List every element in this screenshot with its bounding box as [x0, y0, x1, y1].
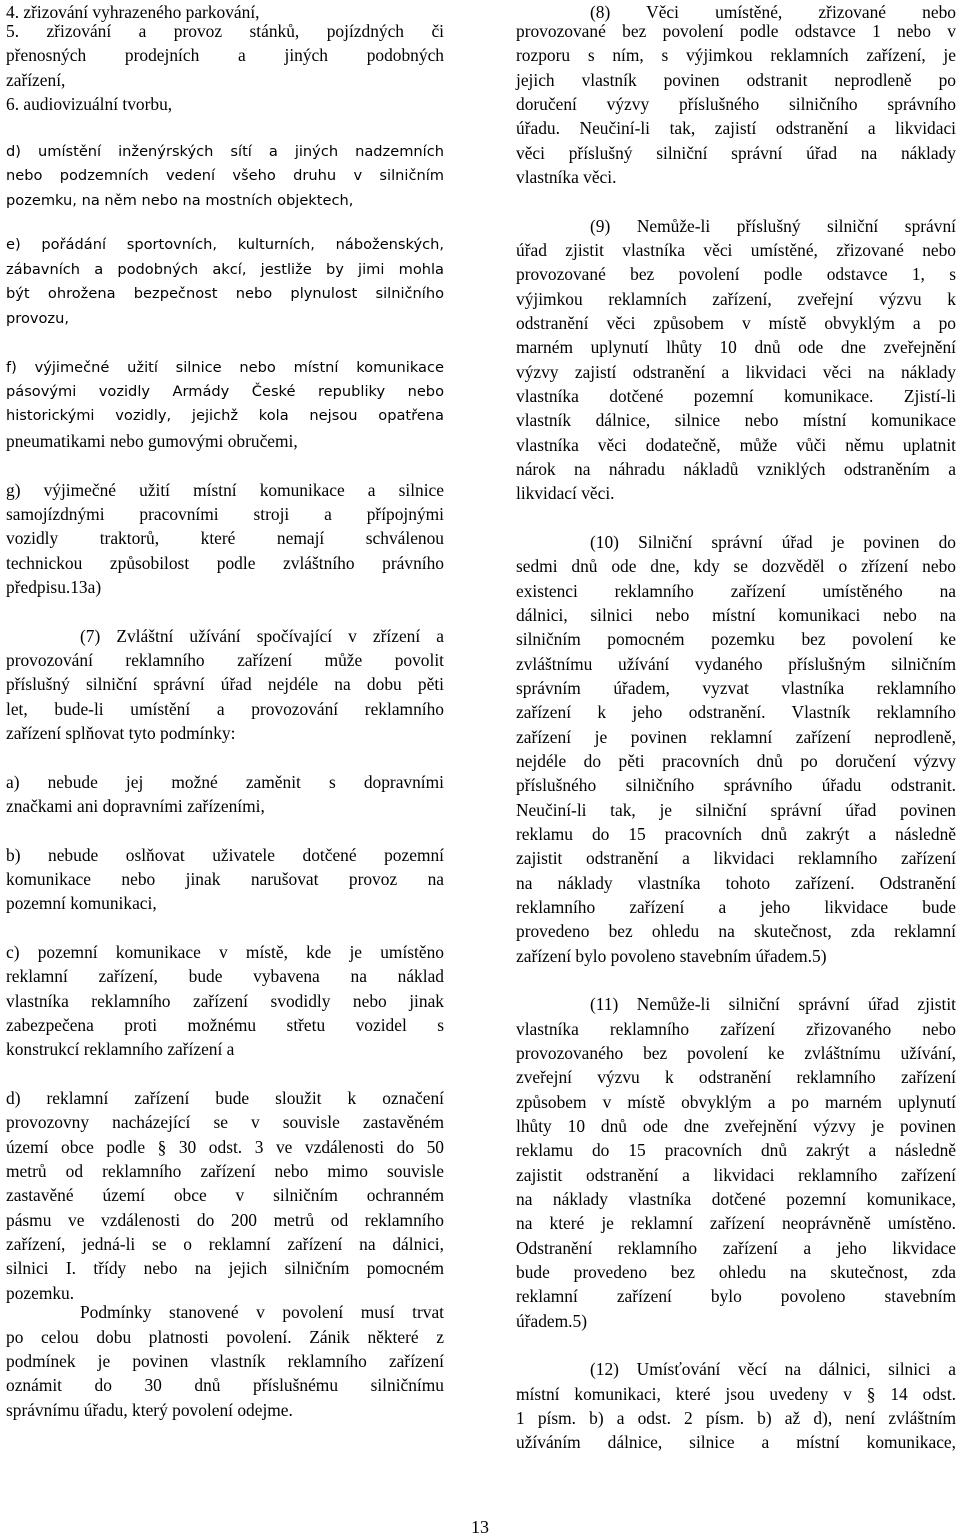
text-line: vlastníka reklamního zařízení zřizovaného nebo: [516, 1019, 956, 1039]
text-line: po celou dobu platnosti povolení. Zánik některé z: [6, 1327, 444, 1347]
text-line: g) výjimečné užití místní komunikace a silnice: [6, 480, 444, 500]
text-line: (12) Umísťování věcí na dálnici, silnici a: [590, 1359, 956, 1379]
text-line: Neučiní-li tak, je silniční správní úřad povinen: [516, 800, 956, 820]
text-line: reklamu do 15 pracovních dnů zakrýt a následně: [516, 1140, 956, 1160]
text-line: zajistit odstranění a likvidaci reklamního zařízení: [516, 848, 956, 868]
text-line: správnímu úřadu, který povolení odejme.: [6, 1400, 293, 1420]
text-line: zabezpečena proti možnému střetu vozidel s: [6, 1015, 444, 1035]
text-line: zajistit odstranění a likvidaci reklamního zařízení: [516, 1165, 956, 1185]
text-line: vlastníka věci dodatečně, může vůči němu uplatnit: [516, 435, 956, 455]
text-line: reklamní zařízení, bude vybavena na náklad: [6, 966, 444, 986]
text-line: c) pozemní komunikace v místě, kde je umístěno: [6, 942, 444, 962]
text-line: podmínek je povinen vlastník reklamního zařízení: [6, 1351, 444, 1371]
text-line: 6. audiovizuální tvorbu,: [6, 94, 173, 114]
text-line: pozemní komunikaci,: [6, 893, 157, 913]
text-line: lhůty 10 dnů ode dne zveřejnění výzvy je povinen: [516, 1116, 956, 1136]
text-line: sedmi dnů ode dne, kdy se dozvěděl o zřízení nebo: [516, 556, 956, 576]
page-number: 13: [471, 1517, 489, 1537]
text-line: zařízení, jedná-li se o reklamní zařízení na dálnici,: [6, 1234, 444, 1254]
text-line: zveřejní výzvu k odstranění reklamního zařízení: [516, 1067, 956, 1087]
text-line: příslušný silniční správní úřad nejdéle na dobu pěti: [6, 674, 444, 694]
text-line: úřadem.5): [516, 1311, 587, 1331]
text-line: vlastník dálnice, silnice nebo místní komunikace: [516, 410, 956, 430]
text-line: způsobem v místě obvyklým a po marném uplynutí: [516, 1092, 956, 1112]
text-line: reklamu do 15 pracovních dnů zakrýt a následně: [516, 824, 956, 844]
text-line: a) nebude jej možné zaměnit s dopravními: [6, 772, 444, 792]
text-line: vlastníka reklamního zařízení svodidly nebo jinak: [6, 991, 444, 1011]
text-line: příslušného silničního správního úřadu odstranit.: [516, 775, 956, 795]
text-line: existenci reklamního zařízení umístěného na: [516, 581, 956, 601]
text-line: likvidací věci.: [516, 483, 615, 503]
text-line: provozovaného bez povolení ke zvláštnímu užívání,: [516, 1043, 956, 1063]
text-line: provozované bez povolení podle odstavce 1 nebo v: [516, 21, 956, 41]
text-line: dálnici, silnici nebo místní komunikaci nebo na: [516, 605, 956, 625]
text-line: (10) Silniční správní úřad je povinen do: [590, 532, 956, 552]
text-line: vozidly traktorů, které nemají schválenou: [6, 528, 444, 548]
text-line: d) reklamní zařízení bude sloužit k označení: [6, 1088, 444, 1108]
text-line: vlastníka věci.: [516, 167, 617, 187]
text-line: nejdéle do pěti pracovních dnů po doručení výzvy: [516, 751, 956, 771]
text-line: provozovny nacházející se v souvisle zastavěném: [6, 1112, 444, 1132]
text-line: Odstranění reklamního zařízení a jeho likvidace: [516, 1238, 956, 1258]
text-line: vlastníka dotčené pozemní komunikace. Zjistí-li: [516, 386, 956, 406]
text-line: zařízení,: [6, 70, 66, 90]
text-line: jejich vlastník povinen odstranit neprodleně po: [516, 70, 956, 90]
text-line: technickou způsobilost podle zvláštního právního: [6, 553, 444, 573]
text-line: předpisu.13a): [6, 577, 102, 597]
text-line: úřadu. Neučiní-li tak, zajistí odstranění a likvidaci: [516, 118, 956, 138]
text-line: zařízení splňovat tyto podmínky:: [6, 723, 236, 743]
text-line: věci příslušný silniční správní úřad na náklady: [516, 143, 956, 163]
text-line: výjimkou reklamních zařízení, zveřejní výzvu k: [516, 289, 956, 309]
text-line: místní komunikaci, které jsou uvedeny v § 14 odst.: [516, 1384, 956, 1404]
text-line: přenosných prodejních a jiných podobných: [6, 45, 444, 65]
text-line: reklamního zařízení a jeho likvidace bude: [516, 897, 956, 917]
text-line: provozování reklamního zařízení může povolit: [6, 650, 444, 670]
text-line: pneumatikami nebo gumovými obručemi,: [6, 431, 298, 451]
text-line: bude provedeno bez ohledu na skutečnost, zda: [516, 1262, 956, 1282]
text-line: zábavních a podobných akcí, jestliže by jimi mohla: [6, 261, 444, 278]
text-line: pozemku, na něm nebo na mostních objektech,: [6, 192, 354, 209]
text-line: rozporu s ním, s výjimkou reklamních zařízení, je: [516, 45, 956, 65]
text-line: výzvy zajistí odstranění a likvidaci věci na náklady: [516, 362, 956, 382]
text-line: konstrukcí reklamního zařízení a: [6, 1039, 235, 1059]
text-line: provozu,: [6, 310, 69, 327]
text-line: marném uplynutí lhůty 10 dnů ode dne zveřejnění: [516, 337, 956, 357]
text-line: 5. zřizování a provoz stánků, pojízdných či: [6, 21, 444, 41]
text-line: pozemku.: [6, 1283, 75, 1303]
text-line: 1 písm. b) a odst. 2 písm. b) až d), není zvláštním: [516, 1408, 956, 1428]
text-line: reklamní zařízení bylo povoleno stavebním: [516, 1286, 956, 1306]
text-line: b) nebude oslňovat uživatele dotčené pozemní: [6, 845, 444, 865]
text-line: na které je reklamní zařízení neoprávněně umístěno.: [516, 1213, 956, 1233]
text-line: správním úřadem, vyzvat vlastníka reklamního: [516, 678, 956, 698]
text-line: pásovými vozidly Armády České republiky nebo: [6, 383, 444, 400]
text-line: d) umístění inženýrských sítí a jiných nadzemních: [6, 143, 444, 160]
text-line: zvláštnímu užívání vydaného příslušným silničním: [516, 654, 956, 674]
text-line: Podmínky stanovené v povolení musí trvat: [80, 1302, 444, 1322]
text-line: pásmu ve vzdálenosti do 200 metrů od reklamního: [6, 1210, 444, 1230]
text-line: 4. zřizování vyhrazeného parkování,: [6, 2, 260, 22]
text-line: na náklady vlastníka tohoto zařízení. Odstranění: [516, 873, 956, 893]
text-line: zařízení k jeho odstranění. Vlastník reklamního: [516, 702, 956, 722]
text-line: být ohrožena bezpečnost nebo plynulost silničního: [6, 285, 444, 302]
text-line: metrů od reklamního zařízení nebo mimo souvisle: [6, 1161, 444, 1181]
text-line: (8) Věci umístěné, zřizované nebo: [590, 2, 956, 22]
text-line: samojízdnými pracovními stroji a přípojnými: [6, 504, 444, 524]
text-line: silničním pomocném pozemku bez povolení ke: [516, 629, 956, 649]
text-line: (9) Nemůže-li příslušný silniční správní: [590, 216, 956, 236]
text-line: zastavěné území obce v silničním ochranném: [6, 1185, 444, 1205]
text-line: na náklady vlastníka dotčené pozemní komunikace,: [516, 1189, 956, 1209]
text-line: zařízení bylo povoleno stavebním úřadem.5): [516, 946, 827, 966]
text-line: značkami ani dopravními zařízeními,: [6, 796, 265, 816]
text-line: doručení výzvy příslušného silničního správního: [516, 94, 956, 114]
text-line: (11) Nemůže-li silniční správní úřad zjistit: [590, 994, 956, 1014]
text-line: zařízení je povinen reklamní zařízení neprodleně,: [516, 727, 956, 747]
text-line: úřad zjistit vlastníka věci umístěné, zřizované nebo: [516, 240, 956, 260]
text-line: užíváním dálnice, silnice a místní komunikace,: [516, 1432, 956, 1452]
text-line: provozované bez povolení podle odstavce 1, s: [516, 264, 956, 284]
text-line: odstranění věci způsobem v místě obvyklým a po: [516, 313, 956, 333]
text-line: území obce podle § 30 odst. 3 ve vzdálenosti do 50: [6, 1137, 444, 1157]
text-line: historickými vozidly, jejichž kola nejsou opatřena: [6, 407, 444, 424]
text-line: komunikace nebo jinak narušovat provoz na: [6, 869, 444, 889]
text-line: provedeno bez ohledu na skutečnost, zda reklamní: [516, 921, 956, 941]
text-line: nebo podzemních vedení všeho druhu v silničním: [6, 167, 444, 184]
text-line: e) pořádání sportovních, kulturních, náboženských,: [6, 236, 444, 253]
text-line: silnici I. třídy nebo na jejich silničním pomocném: [6, 1258, 444, 1278]
text-line: oznámit do 30 dnů příslušnému silničnímu: [6, 1375, 444, 1395]
text-line: f) výjimečné užití silnice nebo místní komunikace: [6, 359, 444, 376]
text-line: (7) Zvláštní užívání spočívající v zřízení a: [80, 626, 444, 646]
text-line: nárok na náhradu nákladů vzniklých odstraněním a: [516, 459, 956, 479]
text-line: let, bude-li umístění a provozování reklamního: [6, 699, 444, 719]
